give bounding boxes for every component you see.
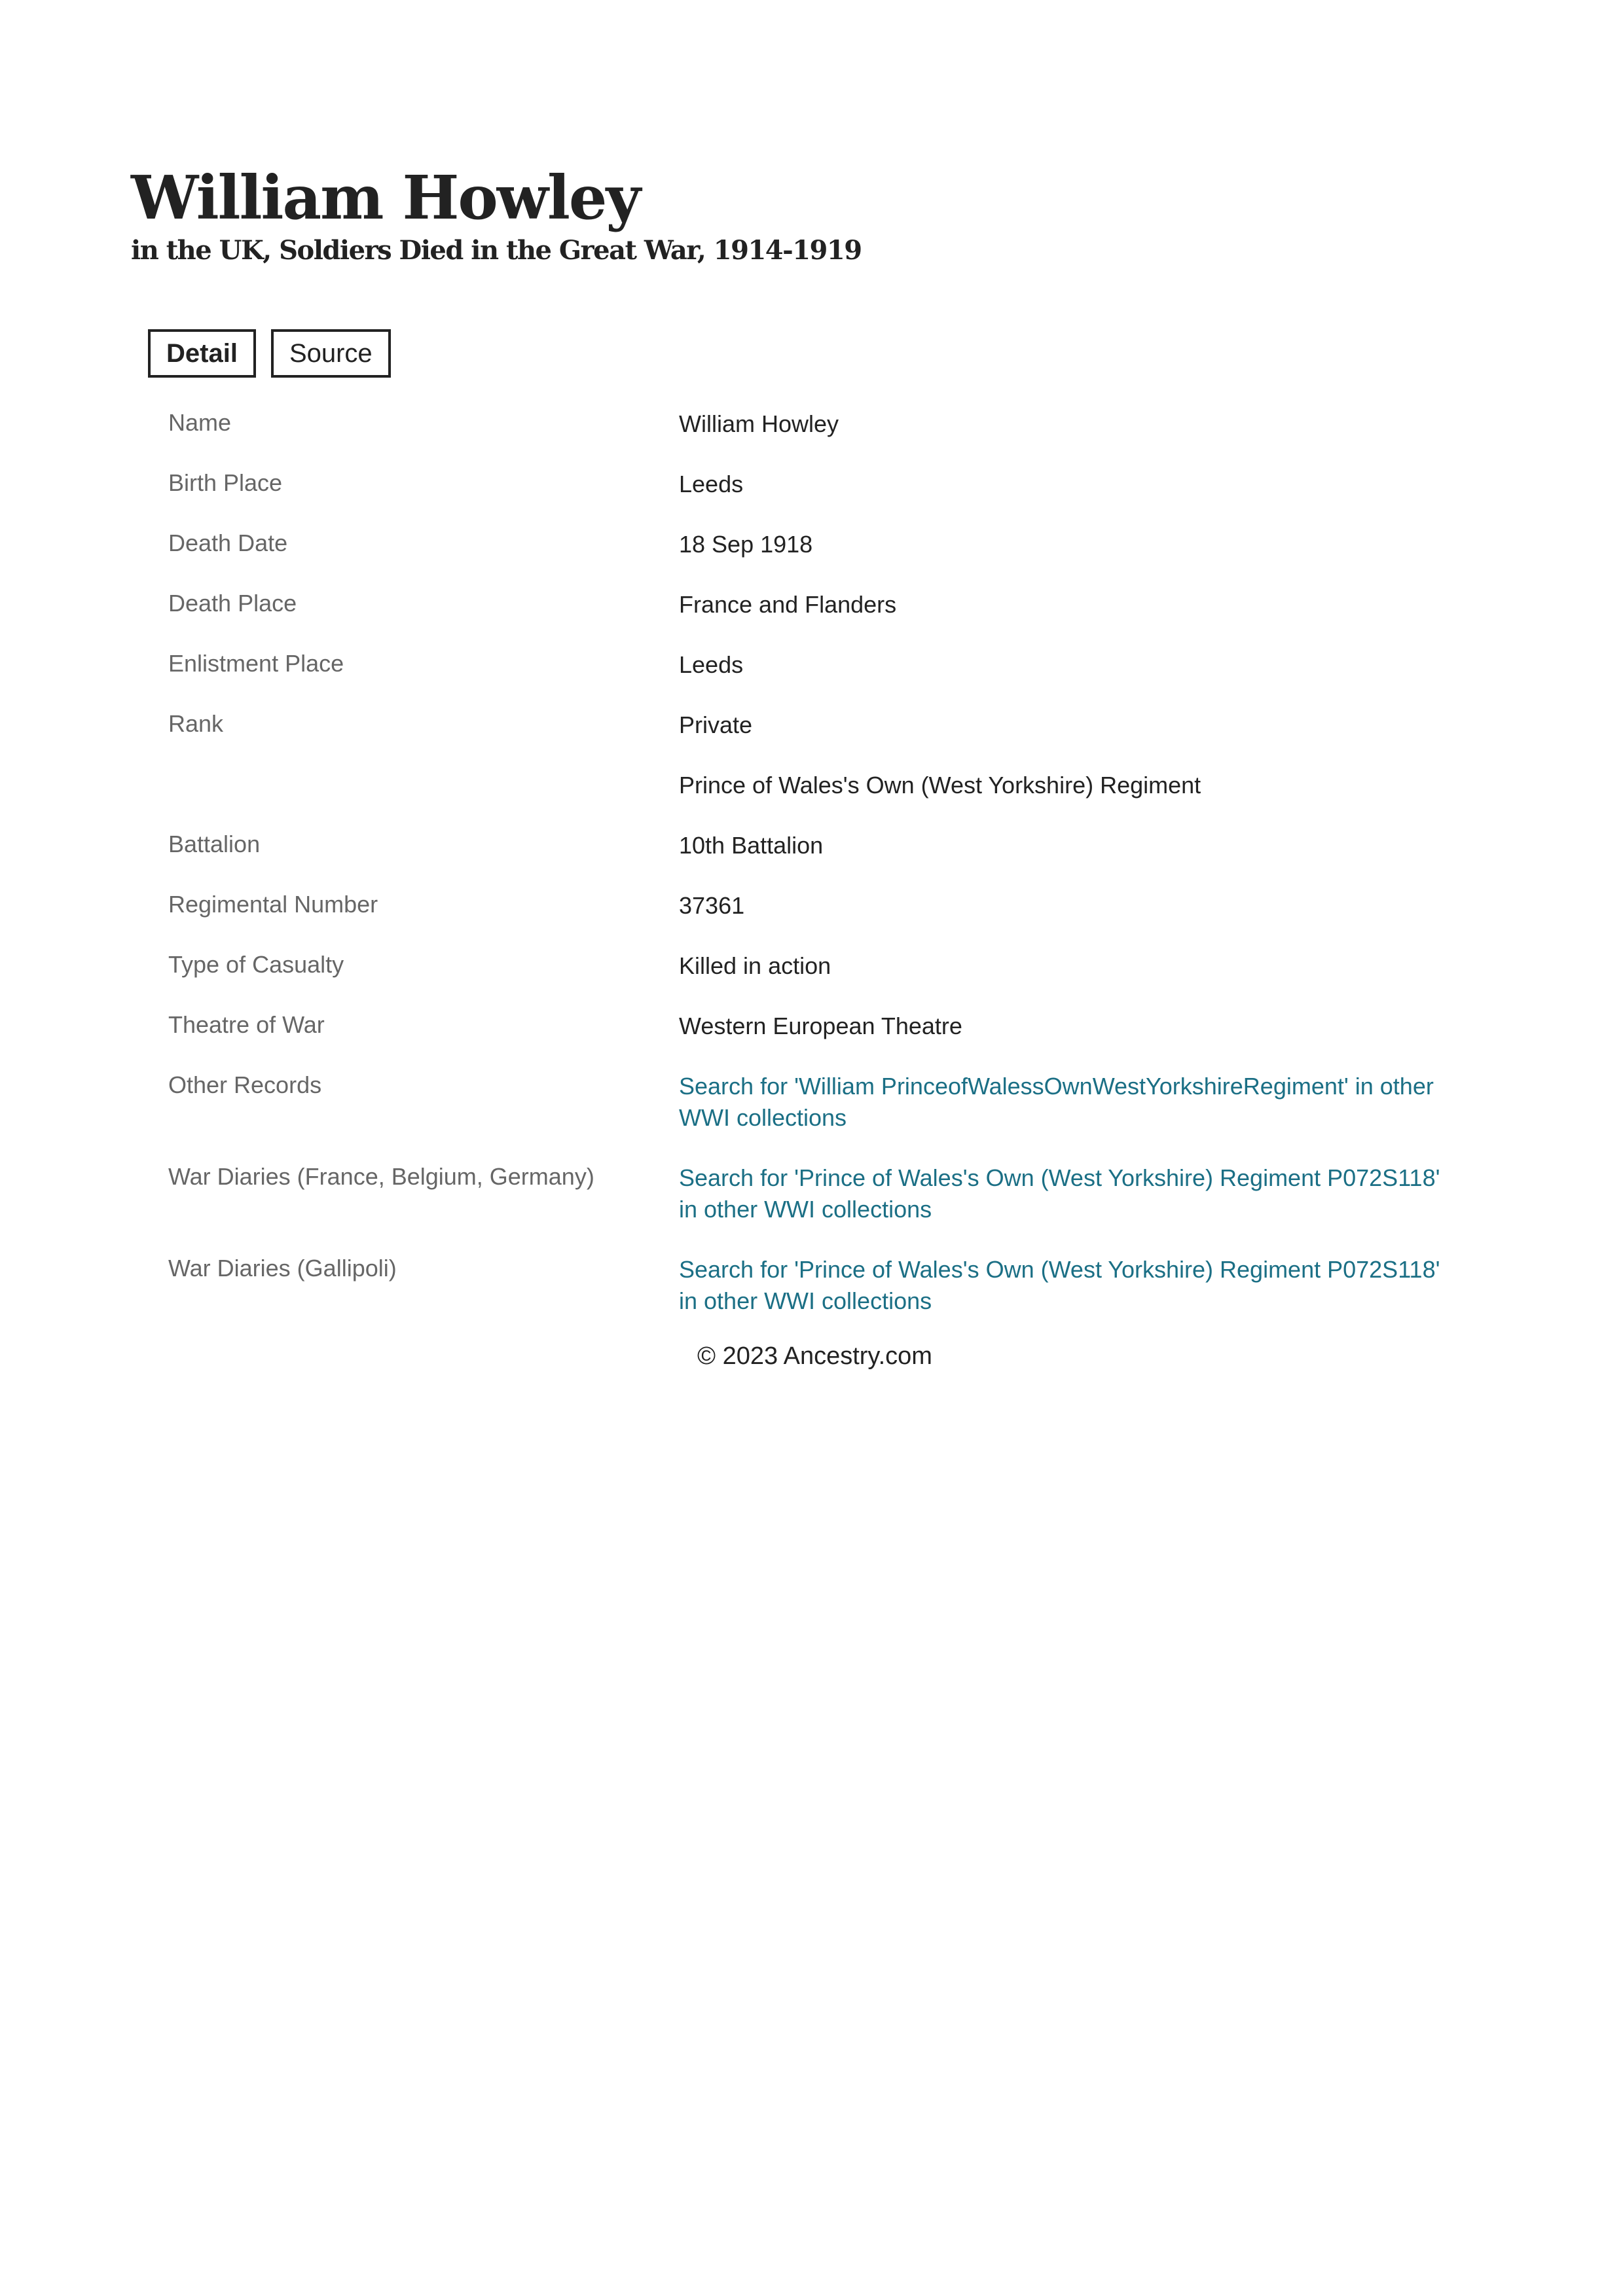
field-label: War Diaries (Gallipoli) (168, 1255, 397, 1282)
page-header (131, 162, 862, 267)
record-row-birth-place (168, 467, 1478, 500)
record-row-rank (168, 708, 1478, 741)
collection-subtitle: in the UK, Soldiers Died in the Great War, 1914-1919 (131, 235, 862, 266)
field-label: Other Records (168, 1071, 322, 1098)
field-label: Rank (168, 710, 224, 737)
field-value: 37361 (679, 892, 745, 919)
footer (0, 1340, 1623, 1372)
record-row-war-diaries-gallipoli (168, 1253, 1478, 1317)
search-war-diaries-france-link[interactable]: Search for 'Prince of Wales's Own (West Yorkshire) Regiment P072S118' in other WWI collections (679, 1164, 1440, 1223)
field-value: 18 Sep 1918 (679, 531, 813, 558)
record-tabs (148, 329, 391, 378)
field-label: Birth Place (168, 469, 283, 496)
page-title: William Howley (131, 162, 640, 233)
field-label: Regimental Number (168, 891, 378, 918)
record-row-name (168, 407, 1478, 440)
field-label: Death Date (168, 529, 288, 556)
record-row-death-date (168, 528, 1478, 560)
record-row-war-diaries-france (168, 1161, 1478, 1225)
field-label: Death Place (168, 590, 297, 617)
field-value: 10th Battalion (679, 832, 824, 859)
field-value: Prince of Wales's Own (West Yorkshire) Regiment (679, 772, 1201, 798)
search-war-diaries-gallipoli-link[interactable]: Search for 'Prince of Wales's Own (West Yorkshire) Regiment P072S118' in other WWI collections (679, 1256, 1440, 1314)
field-value: Leeds (679, 651, 744, 678)
field-label: Name (168, 409, 232, 436)
tab-source[interactable]: Source (271, 329, 391, 378)
field-label: War Diaries (France, Belgium, Germany) (168, 1163, 594, 1190)
copyright-text: © 2023 Ancestry.com (697, 1342, 932, 1370)
record-row-type-of-casualty (168, 949, 1478, 982)
search-other-records-link[interactable]: Search for 'William PrinceofWalessOwnWestYorkshireRegiment' in other WWI collections (679, 1073, 1434, 1131)
field-label: Enlistment Place (168, 650, 344, 677)
field-value: France and Flanders (679, 591, 897, 618)
tab-detail[interactable]: Detail (148, 329, 256, 378)
field-label: Battalion (168, 831, 261, 857)
field-label: Theatre of War (168, 1011, 325, 1038)
field-value: Killed in action (679, 952, 831, 979)
record-details (168, 407, 1478, 1344)
record-row-theatre-of-war (168, 1009, 1478, 1042)
record-row-enlistment-place (168, 648, 1478, 681)
field-value: Western European Theatre (679, 1013, 962, 1039)
field-value: Private (679, 711, 753, 738)
record-row-other-records (168, 1069, 1478, 1134)
record-row-death-place (168, 588, 1478, 620)
field-value: William Howley (679, 410, 839, 437)
field-label: Type of Casualty (168, 951, 344, 978)
field-value: Leeds (679, 471, 744, 497)
record-row-regiment (168, 768, 1478, 801)
record-row-battalion (168, 829, 1478, 861)
record-row-regimental-number (168, 889, 1478, 922)
